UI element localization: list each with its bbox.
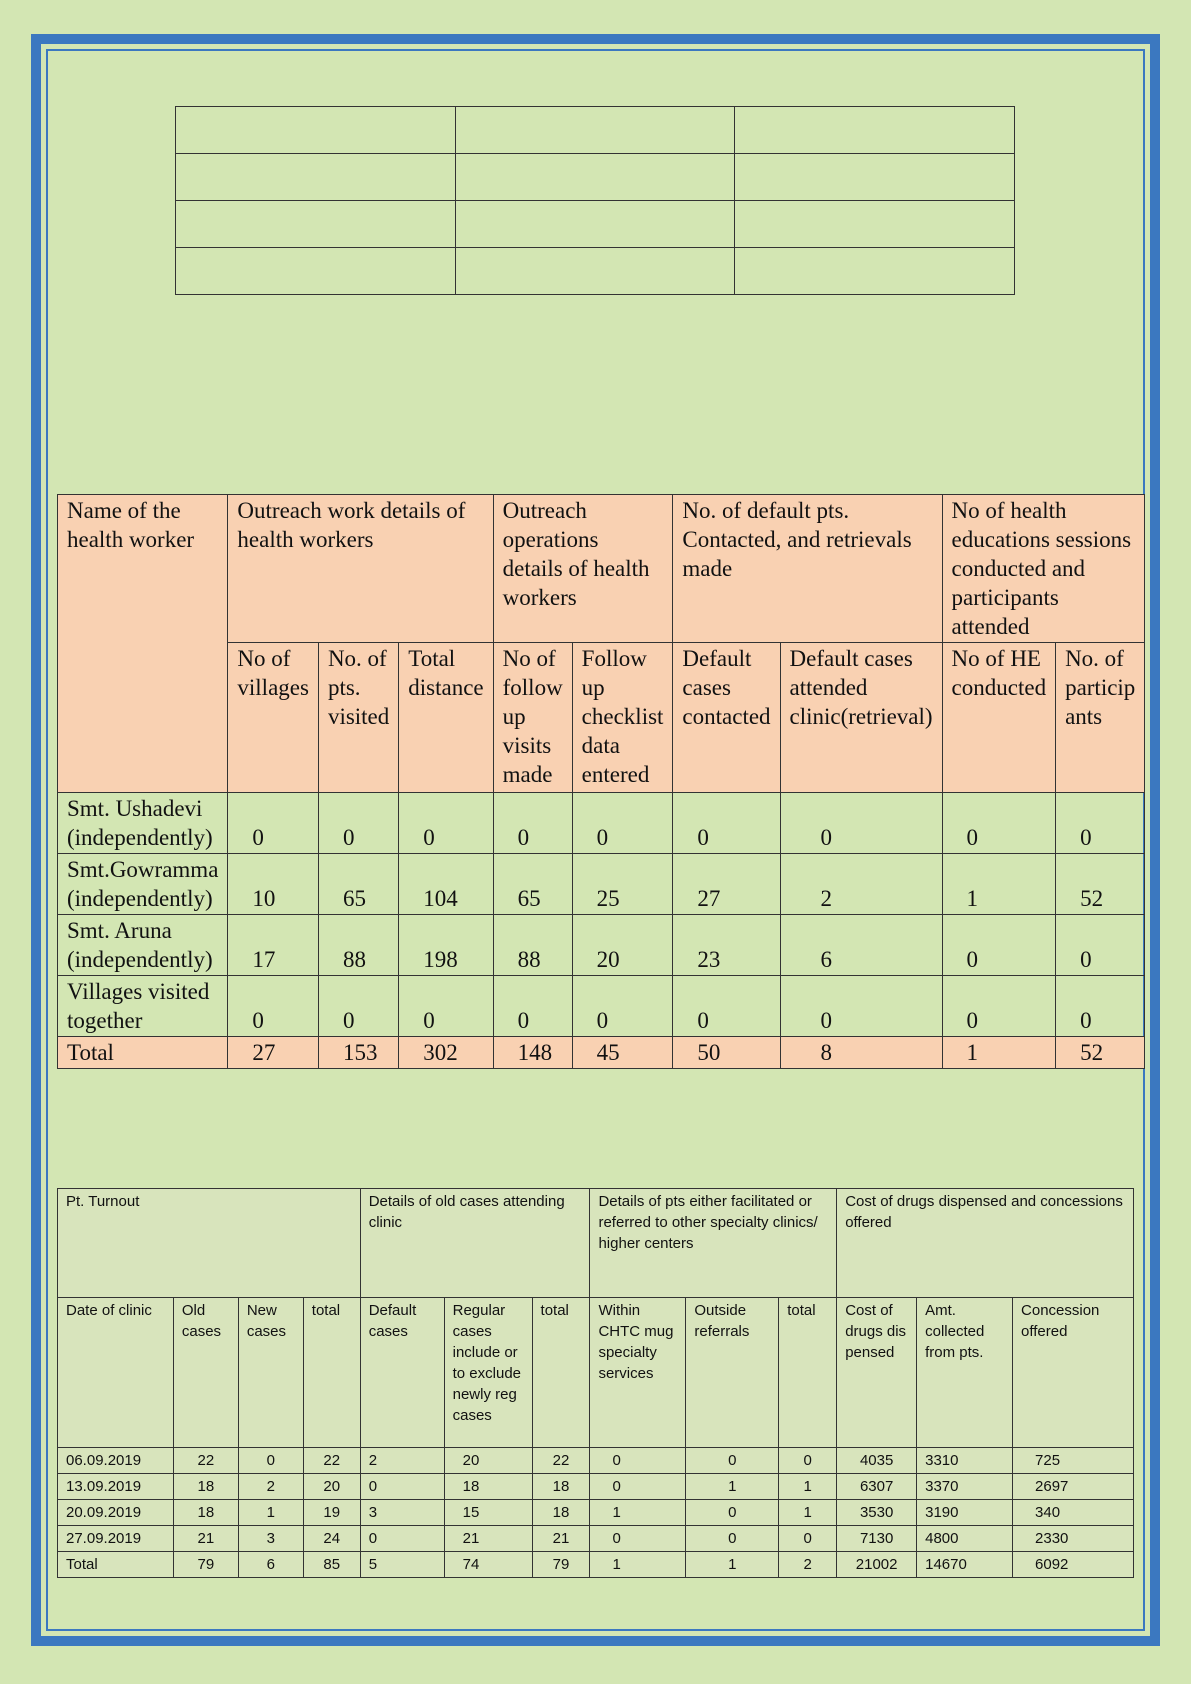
total-cell: 74: [444, 1552, 532, 1578]
value-cell: 1: [590, 1500, 686, 1526]
table-row: [58, 793, 1145, 854]
empty-cell: [455, 154, 735, 201]
value-cell: 0: [572, 976, 673, 1037]
value-cell: 21: [532, 1526, 590, 1552]
value-cell: 2: [238, 1474, 303, 1500]
empty-cell: [455, 248, 735, 295]
worker-name: [58, 793, 228, 854]
table-row: [58, 1448, 1134, 1474]
total-cell: 2: [779, 1552, 837, 1578]
empty-cell: [176, 154, 456, 201]
value-cell: 104: [399, 854, 493, 915]
value-cell: 4035: [837, 1448, 917, 1474]
value-cell: 20: [444, 1448, 532, 1474]
value-cell: 24: [303, 1526, 360, 1552]
total-cell: 5: [360, 1552, 444, 1578]
worker-name-line1: Smt. Ushadevi: [67, 796, 203, 821]
value-cell: 0: [686, 1500, 779, 1526]
empty-cell: [735, 201, 1015, 248]
value-cell: 0: [590, 1448, 686, 1474]
value-cell: 0: [238, 1448, 303, 1474]
empty-cell: [735, 107, 1015, 154]
subheader: Within CHTC mug specialty services: [590, 1298, 686, 1448]
subheader: No of HE conducted: [942, 643, 1056, 793]
subheader: Old cases: [173, 1298, 238, 1448]
value-cell: 3190: [917, 1500, 1013, 1526]
value-cell: 88: [493, 915, 572, 976]
subheader: No of follow up visits made: [493, 643, 572, 793]
header-pt-turnout: Pt. Turnout: [58, 1189, 361, 1298]
table-row: [58, 1500, 1134, 1526]
value-cell: 0: [590, 1526, 686, 1552]
total-label: Total: [58, 1037, 228, 1069]
empty-cell: [176, 107, 456, 154]
value-cell: 0: [590, 1474, 686, 1500]
table-row: [176, 154, 1015, 201]
value-cell: 2: [360, 1448, 444, 1474]
value-cell: 3: [238, 1526, 303, 1552]
value-cell: 0: [1056, 793, 1145, 854]
header-default-pts: No. of default pts. Contacted, and retrievals made: [673, 495, 942, 643]
total-cell: 153: [318, 1037, 398, 1069]
value-cell: 0: [1056, 976, 1145, 1037]
value-cell: 0: [686, 1526, 779, 1552]
table-row: [176, 248, 1015, 295]
value-cell: 3530: [837, 1500, 917, 1526]
empty-cell: [176, 248, 456, 295]
empty-cell: [455, 107, 735, 154]
total-cell: 21002: [837, 1552, 917, 1578]
value-cell: 6307: [837, 1474, 917, 1500]
header-health-education: No of health educations sessions conducted and participants attended: [942, 495, 1145, 643]
subheader: No. of particip ants: [1056, 643, 1145, 793]
table-row: [176, 107, 1015, 154]
header-outreach-operations: Outreach operations details of health workers: [493, 495, 673, 643]
subheader: Total distance: [399, 643, 493, 793]
value-cell: 7130: [837, 1526, 917, 1552]
value-cell: 3310: [917, 1448, 1013, 1474]
value-cell: 15: [444, 1500, 532, 1526]
value-cell: 3: [360, 1500, 444, 1526]
value-cell: 2330: [1013, 1526, 1134, 1552]
value-cell: 18: [444, 1474, 532, 1500]
value-cell: 19: [303, 1500, 360, 1526]
value-cell: 0: [228, 793, 319, 854]
value-cell: 20: [303, 1474, 360, 1500]
worker-name-line2: (independently): [67, 947, 213, 972]
total-cell: 85: [303, 1552, 360, 1578]
worker-name: [58, 854, 228, 915]
table-row: [58, 915, 1145, 976]
value-cell: 20: [572, 915, 673, 976]
table-row: [58, 1474, 1134, 1500]
value-cell: 2: [780, 854, 942, 915]
header-old-cases: Details of old cases attending clinic: [360, 1189, 590, 1298]
total-cell: 1: [686, 1552, 779, 1578]
table-row: [176, 201, 1015, 248]
value-cell: 65: [318, 854, 398, 915]
total-row: [58, 1552, 1134, 1578]
table-row: [58, 854, 1145, 915]
subheader: total: [532, 1298, 590, 1448]
date-cell: 27.09.2019: [58, 1526, 174, 1552]
value-cell: 198: [399, 915, 493, 976]
value-cell: 0: [318, 793, 398, 854]
value-cell: 0: [399, 976, 493, 1037]
total-cell: 148: [493, 1037, 572, 1069]
value-cell: 18: [173, 1500, 238, 1526]
value-cell: 0: [360, 1526, 444, 1552]
value-cell: 22: [173, 1448, 238, 1474]
value-cell: 0: [493, 793, 572, 854]
value-cell: 18: [532, 1474, 590, 1500]
header-outreach-work: Outreach work details of health workers: [228, 495, 493, 643]
worker-name-line2: (independently): [67, 825, 213, 850]
value-cell: 0: [780, 793, 942, 854]
total-label: Total: [58, 1552, 174, 1578]
empty-cell: [176, 201, 456, 248]
worker-name-line1: Smt.Gowramma: [67, 857, 219, 882]
value-cell: 27: [673, 854, 780, 915]
value-cell: 65: [493, 854, 572, 915]
total-cell: 8: [780, 1037, 942, 1069]
worker-name-line1: Smt. Aruna: [67, 918, 172, 943]
value-cell: 22: [303, 1448, 360, 1474]
value-cell: 18: [532, 1500, 590, 1526]
value-cell: 6: [780, 915, 942, 976]
table-row: [58, 1298, 1134, 1448]
subheader: Amt. collected from pts.: [917, 1298, 1013, 1448]
value-cell: 25: [572, 854, 673, 915]
worker-name-line2: together: [67, 1008, 143, 1033]
value-cell: 0: [779, 1526, 837, 1552]
header-referrals: Details of pts either facilitated or referred to other specialty clinics/ higher centers: [590, 1189, 837, 1298]
total-cell: 45: [572, 1037, 673, 1069]
value-cell: 1: [942, 854, 1056, 915]
value-cell: 0: [493, 976, 572, 1037]
value-cell: 0: [572, 793, 673, 854]
value-cell: 21: [444, 1526, 532, 1552]
value-cell: 0: [780, 976, 942, 1037]
total-cell: 6092: [1013, 1552, 1134, 1578]
total-cell: 14670: [917, 1552, 1013, 1578]
table-row: [58, 1526, 1134, 1552]
subheader: No of villages: [228, 643, 319, 793]
total-cell: 79: [173, 1552, 238, 1578]
value-cell: 1: [238, 1500, 303, 1526]
subheader: total: [303, 1298, 360, 1448]
value-cell: 0: [228, 976, 319, 1037]
worker-name-line2: (independently): [67, 886, 213, 911]
header-name: Name of the health worker: [58, 495, 228, 793]
subheader: Concession offered: [1013, 1298, 1134, 1448]
value-cell: 4800: [917, 1526, 1013, 1552]
value-cell: 0: [1056, 915, 1145, 976]
subheader: Regular cases include or to exclude newly reg cases: [444, 1298, 532, 1448]
total-cell: 1: [942, 1037, 1056, 1069]
total-cell: 302: [399, 1037, 493, 1069]
total-cell: 52: [1056, 1037, 1145, 1069]
subheader: Default cases: [360, 1298, 444, 1448]
value-cell: 0: [942, 976, 1056, 1037]
table-row: [58, 1189, 1134, 1298]
value-cell: 0: [686, 1448, 779, 1474]
date-cell: 20.09.2019: [58, 1500, 174, 1526]
total-cell: 79: [532, 1552, 590, 1578]
total-cell: 6: [238, 1552, 303, 1578]
worker-name: [58, 915, 228, 976]
value-cell: 0: [399, 793, 493, 854]
value-cell: 21: [173, 1526, 238, 1552]
subheader: No. of pts. visited: [318, 643, 398, 793]
total-cell: 50: [673, 1037, 780, 1069]
worker-name-line1: Villages visited: [67, 979, 210, 1004]
total-cell: 1: [590, 1552, 686, 1578]
value-cell: 1: [686, 1474, 779, 1500]
value-cell: 1: [779, 1500, 837, 1526]
value-cell: 22: [532, 1448, 590, 1474]
subheader: Cost of drugs dis pensed: [837, 1298, 917, 1448]
subheader: New cases: [238, 1298, 303, 1448]
table-row: [58, 976, 1145, 1037]
worker-name: [58, 976, 228, 1037]
subheader: Outside referrals: [686, 1298, 779, 1448]
date-cell: 13.09.2019: [58, 1474, 174, 1500]
value-cell: 725: [1013, 1448, 1134, 1474]
total-row: [58, 1037, 1145, 1069]
value-cell: 340: [1013, 1500, 1134, 1526]
value-cell: 18: [173, 1474, 238, 1500]
value-cell: 23: [673, 915, 780, 976]
subheader: total: [779, 1298, 837, 1448]
outreach-table: [57, 494, 1145, 1069]
empty-cell: [735, 154, 1015, 201]
value-cell: 0: [360, 1474, 444, 1500]
date-cell: 06.09.2019: [58, 1448, 174, 1474]
value-cell: 0: [673, 793, 780, 854]
value-cell: 0: [779, 1448, 837, 1474]
value-cell: 0: [942, 793, 1056, 854]
value-cell: 10: [228, 854, 319, 915]
value-cell: 17: [228, 915, 319, 976]
subheader: Date of clinic: [58, 1298, 174, 1448]
value-cell: 3370: [917, 1474, 1013, 1500]
header-drug-costs: Cost of drugs dispensed and concessions offered: [837, 1189, 1134, 1298]
empty-table: [175, 106, 1015, 295]
value-cell: 88: [318, 915, 398, 976]
subheader: Default cases contacted: [673, 643, 780, 793]
value-cell: 0: [942, 915, 1056, 976]
turnout-table: [57, 1188, 1134, 1578]
subheader: Follow up checklist data entered: [572, 643, 673, 793]
value-cell: 0: [318, 976, 398, 1037]
table-row: [58, 495, 1145, 643]
empty-cell: [735, 248, 1015, 295]
value-cell: 52: [1056, 854, 1145, 915]
value-cell: 1: [779, 1474, 837, 1500]
total-cell: 27: [228, 1037, 319, 1069]
value-cell: 0: [673, 976, 780, 1037]
empty-cell: [455, 201, 735, 248]
value-cell: 2697: [1013, 1474, 1134, 1500]
subheader: Default cases attended clinic(retrieval): [780, 643, 942, 793]
